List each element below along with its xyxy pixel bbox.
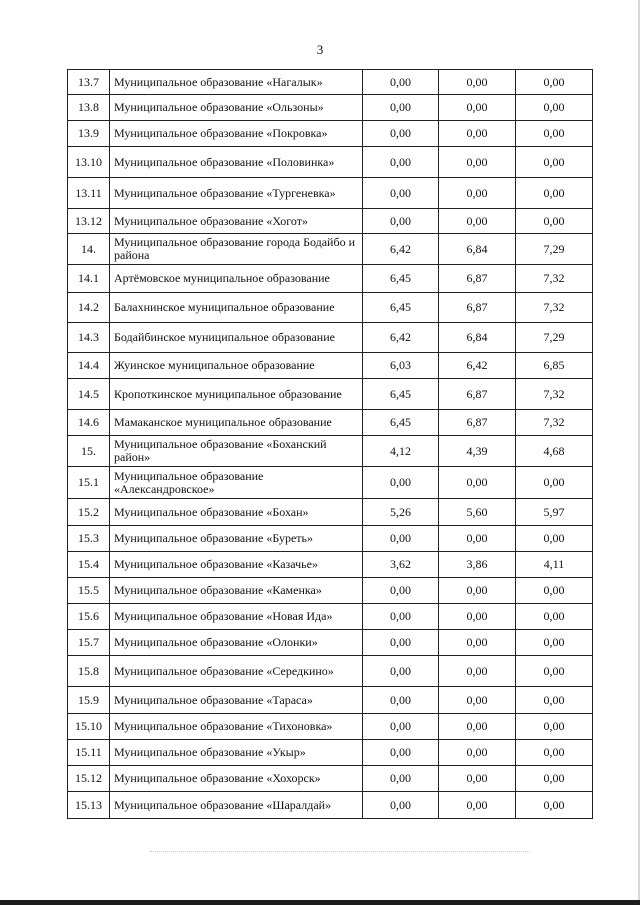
table-row (68, 209, 593, 234)
municipality-name: Муниципальное образование «Середкино» (110, 656, 363, 687)
municipality-name: Муниципальное образование «Покровка» (110, 121, 363, 147)
table-row (68, 766, 593, 792)
municipality-name: Муниципальное образование «Нагалык» (110, 70, 363, 95)
municipality-name: Муниципальное образование «Олонки» (110, 630, 363, 656)
municipality-name: Муниципальное образование «Половинка» (110, 147, 363, 178)
value-col-3: 7,32 (516, 293, 593, 323)
table-row (68, 552, 593, 578)
value-col-1: 0,00 (363, 526, 439, 552)
row-number: 15. (68, 436, 110, 467)
table-row (68, 234, 593, 265)
table-row (68, 656, 593, 687)
value-col-2: 0,00 (439, 630, 516, 656)
row-number: 14.4 (68, 353, 110, 379)
value-col-2: 6,84 (439, 323, 516, 353)
table-row (68, 293, 593, 323)
value-col-3: 0,00 (516, 740, 593, 766)
value-col-1: 0,00 (363, 604, 439, 630)
municipality-name: Муниципальное образование «Укыр» (110, 740, 363, 766)
municipality-name: Муниципальное образование «Казачье» (110, 552, 363, 578)
row-number: 15.9 (68, 687, 110, 714)
municipality-name: Муниципальное образование «Ользоны» (110, 95, 363, 121)
value-col-2: 0,00 (439, 178, 516, 209)
value-col-2: 6,42 (439, 353, 516, 379)
value-col-1: 6,45 (363, 293, 439, 323)
municipality-name: Муниципальное образование «Хогот» (110, 209, 363, 234)
row-number: 15.4 (68, 552, 110, 578)
value-col-1: 0,00 (363, 792, 439, 819)
value-col-1: 4,12 (363, 436, 439, 467)
municipality-name: Муниципальное образование «Боханский район» (110, 436, 363, 467)
row-number: 14.6 (68, 410, 110, 436)
value-col-2: 0,00 (439, 792, 516, 819)
value-col-1: 0,00 (363, 687, 439, 714)
table-row (68, 526, 593, 552)
municipality-name: Муниципальное образование «Тараса» (110, 687, 363, 714)
value-col-2: 0,00 (439, 95, 516, 121)
row-number: 13.7 (68, 70, 110, 95)
scan-bottom-edge (0, 900, 640, 905)
row-number: 15.10 (68, 714, 110, 740)
value-col-1: 0,00 (363, 630, 439, 656)
value-col-1: 6,03 (363, 353, 439, 379)
value-col-3: 5,97 (516, 499, 593, 526)
value-col-1: 0,00 (363, 578, 439, 604)
row-number: 14.3 (68, 323, 110, 353)
value-col-3: 0,00 (516, 95, 593, 121)
municipality-name: Муниципальное образование «Хохорск» (110, 766, 363, 792)
value-col-3: 0,00 (516, 121, 593, 147)
value-col-1: 6,45 (363, 265, 439, 293)
value-col-2: 6,87 (439, 265, 516, 293)
table-row (68, 792, 593, 819)
value-col-2: 0,00 (439, 766, 516, 792)
table-row (68, 499, 593, 526)
row-number: 13.10 (68, 147, 110, 178)
value-col-3: 4,68 (516, 436, 593, 467)
row-number: 15.5 (68, 578, 110, 604)
value-col-3: 0,00 (516, 792, 593, 819)
table-row (68, 379, 593, 410)
row-number: 15.2 (68, 499, 110, 526)
municipality-name: Бодайбинское муниципальное образование (110, 323, 363, 353)
value-col-2: 0,00 (439, 467, 516, 499)
value-col-1: 0,00 (363, 656, 439, 687)
value-col-3: 0,00 (516, 209, 593, 234)
value-col-3: 0,00 (516, 147, 593, 178)
table-row (68, 714, 593, 740)
scan-artifact-line (150, 851, 530, 853)
table-row (68, 265, 593, 293)
table-row (68, 353, 593, 379)
value-col-2: 0,00 (439, 714, 516, 740)
row-number: 14.1 (68, 265, 110, 293)
budget-table (67, 69, 593, 819)
row-number: 15.13 (68, 792, 110, 819)
value-col-1: 0,00 (363, 740, 439, 766)
value-col-3: 0,00 (516, 578, 593, 604)
value-col-2: 0,00 (439, 70, 516, 95)
row-number: 15.11 (68, 740, 110, 766)
value-col-1: 0,00 (363, 178, 439, 209)
value-col-2: 0,00 (439, 604, 516, 630)
value-col-3: 7,29 (516, 234, 593, 265)
value-col-1: 5,26 (363, 499, 439, 526)
value-col-2: 3,86 (439, 552, 516, 578)
value-col-3: 0,00 (516, 604, 593, 630)
value-col-1: 6,45 (363, 410, 439, 436)
value-col-2: 0,00 (439, 687, 516, 714)
value-col-2: 0,00 (439, 526, 516, 552)
table-row (68, 436, 593, 467)
value-col-2: 0,00 (439, 740, 516, 766)
municipality-name: Муниципальное образование «Тургеневка» (110, 178, 363, 209)
municipality-name: Муниципальное образование города Бодайбо и района (110, 234, 363, 265)
value-col-3: 7,29 (516, 323, 593, 353)
value-col-2: 4,39 (439, 436, 516, 467)
page-number: 3 (316, 42, 324, 57)
municipality-name: Муниципальное образование «Тихоновка» (110, 714, 363, 740)
table-body (68, 70, 593, 819)
municipality-name: Кропоткинское муниципальное образование (110, 379, 363, 410)
municipality-name: Муниципальное образование «Бохан» (110, 499, 363, 526)
row-number: 15.7 (68, 630, 110, 656)
value-col-1: 0,00 (363, 70, 439, 95)
value-col-3: 7,32 (516, 265, 593, 293)
municipality-name: Балахнинское муниципальное образование (110, 293, 363, 323)
value-col-3: 0,00 (516, 178, 593, 209)
table-row (68, 147, 593, 178)
table-row (68, 70, 593, 95)
municipality-name: Мамаканское муниципальное образование (110, 410, 363, 436)
value-col-3: 0,00 (516, 630, 593, 656)
value-col-1: 0,00 (363, 467, 439, 499)
value-col-1: 0,00 (363, 714, 439, 740)
table-row (68, 178, 593, 209)
table-row (68, 687, 593, 714)
municipality-name: Жуинское муниципальное образование (110, 353, 363, 379)
table-row (68, 323, 593, 353)
row-number: 13.11 (68, 178, 110, 209)
row-number: 15.8 (68, 656, 110, 687)
table-row (68, 604, 593, 630)
value-col-3: 0,00 (516, 70, 593, 95)
value-col-2: 0,00 (439, 147, 516, 178)
value-col-3: 6,85 (516, 353, 593, 379)
value-col-1: 6,42 (363, 234, 439, 265)
value-col-3: 0,00 (516, 467, 593, 499)
municipality-name: Муниципальное образование «Александровское» (110, 467, 363, 499)
value-col-1: 0,00 (363, 95, 439, 121)
value-col-3: 0,00 (516, 526, 593, 552)
row-number: 15.1 (68, 467, 110, 499)
table-row (68, 740, 593, 766)
value-col-2: 6,87 (439, 410, 516, 436)
table-row (68, 578, 593, 604)
value-col-2: 5,60 (439, 499, 516, 526)
row-number: 14.5 (68, 379, 110, 410)
row-number: 14.2 (68, 293, 110, 323)
row-number: 13.8 (68, 95, 110, 121)
municipality-name: Муниципальное образование «Шаралдай» (110, 792, 363, 819)
municipality-name: Муниципальное образование «Новая Ида» (110, 604, 363, 630)
value-col-1: 0,00 (363, 121, 439, 147)
table-row (68, 630, 593, 656)
table-row (68, 95, 593, 121)
row-number: 14. (68, 234, 110, 265)
value-col-1: 0,00 (363, 766, 439, 792)
value-col-2: 0,00 (439, 209, 516, 234)
municipality-name: Муниципальное образование «Буреть» (110, 526, 363, 552)
table-row (68, 410, 593, 436)
value-col-1: 6,45 (363, 379, 439, 410)
value-col-3: 0,00 (516, 656, 593, 687)
value-col-2: 0,00 (439, 578, 516, 604)
value-col-2: 6,84 (439, 234, 516, 265)
value-col-2: 6,87 (439, 293, 516, 323)
value-col-1: 3,62 (363, 552, 439, 578)
row-number: 15.12 (68, 766, 110, 792)
value-col-1: 0,00 (363, 209, 439, 234)
value-col-1: 0,00 (363, 147, 439, 178)
value-col-2: 0,00 (439, 121, 516, 147)
value-col-2: 6,87 (439, 379, 516, 410)
row-number: 15.6 (68, 604, 110, 630)
value-col-3: 4,11 (516, 552, 593, 578)
municipality-name: Муниципальное образование «Каменка» (110, 578, 363, 604)
row-number: 13.12 (68, 209, 110, 234)
row-number: 15.3 (68, 526, 110, 552)
municipality-name: Артёмовское муниципальное образование (110, 265, 363, 293)
value-col-3: 0,00 (516, 714, 593, 740)
value-col-3: 0,00 (516, 766, 593, 792)
value-col-3: 0,00 (516, 687, 593, 714)
value-col-1: 6,42 (363, 323, 439, 353)
value-col-3: 7,32 (516, 379, 593, 410)
value-col-3: 7,32 (516, 410, 593, 436)
value-col-2: 0,00 (439, 656, 516, 687)
row-number: 13.9 (68, 121, 110, 147)
table-row (68, 121, 593, 147)
table-row (68, 467, 593, 499)
